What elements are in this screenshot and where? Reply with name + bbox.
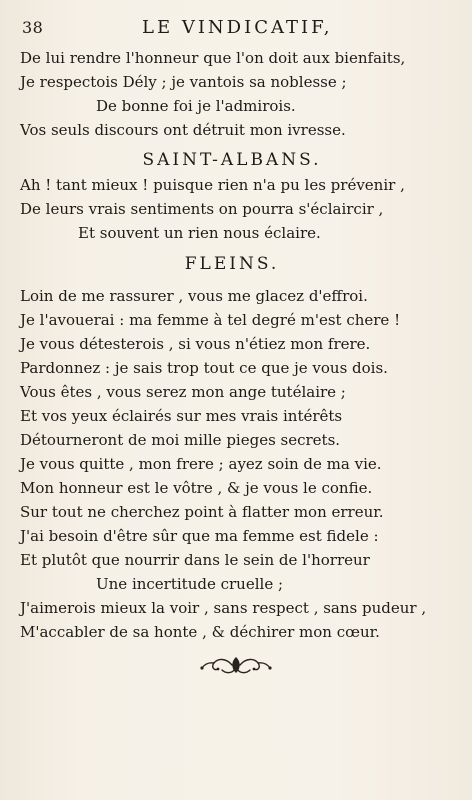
page-header: [22, 14, 452, 38]
verse-line: Je vous quitte , mon frere ; ayez soin de ma vie.: [20, 455, 382, 473]
verse-line: Sur tout ne cherchez point à flatter mon erreur.: [20, 503, 384, 521]
verse-line: Mon honneur est le vôtre , & je vous le confie.: [20, 479, 373, 497]
verse-block-2: [20, 173, 405, 245]
verse-line: Et plutôt que nourrir dans le sein de l'horreur: [20, 551, 370, 569]
verse-line: Loin de me rassurer , vous me glacez d'effroi.: [20, 287, 368, 305]
verse-line: Pardonnez : je sais trop tout ce que je vous dois.: [20, 359, 388, 377]
verse-line: Une incertitude cruelle ;: [96, 575, 284, 593]
verse-line: Vous êtes , vous serez mon ange tutélaire ;: [20, 383, 346, 401]
verse-line: Je vous détesterois , si vous n'étiez mon frere.: [20, 335, 371, 353]
verse-line: Ah ! tant mieux ! puisque rien n'a pu les prévenir ,: [20, 176, 405, 194]
verse-line: J'aimerois mieux la voir , sans respect , sans pudeur ,: [20, 599, 427, 617]
speaker-name: SAINT-ALBANS.: [142, 150, 322, 170]
verse-line: De lui rendre l'honneur que l'on doit aux bienfaits,: [20, 49, 406, 67]
running-title: LE VINDICATIF,: [142, 17, 333, 38]
fleuron-ornament-icon: [198, 654, 274, 676]
verse-line: M'accabler de sa honte , & déchirer mon cœur.: [20, 623, 380, 641]
verse-line: Et vos yeux éclairés sur mes vrais intérêts: [20, 407, 343, 425]
verse-line: Je l'avouerai : ma femme à tel degré m'est chere !: [20, 311, 401, 329]
verse-line: J'ai besoin d'être sûr que ma femme est fidele :: [20, 527, 379, 545]
verse-line: De leurs vrais sentiments on pourra s'éclaircir ,: [20, 200, 384, 218]
page-number: 38: [22, 18, 44, 37]
verse-line: Je respectois Dély ; je vantois sa noblesse ;: [20, 73, 347, 91]
verse-line: Détourneront de moi mille pieges secrets.: [20, 431, 341, 449]
verse-block-1: [20, 46, 405, 142]
verse-line: De bonne foi je l'admirois.: [96, 97, 296, 115]
verse-line: Et souvent un rien nous éclaire.: [78, 224, 321, 242]
verse-block-3: [20, 284, 426, 644]
verse-line: Vos seuls discours ont détruit mon ivresse.: [20, 121, 346, 139]
speaker-name: FLEINS.: [184, 254, 280, 274]
